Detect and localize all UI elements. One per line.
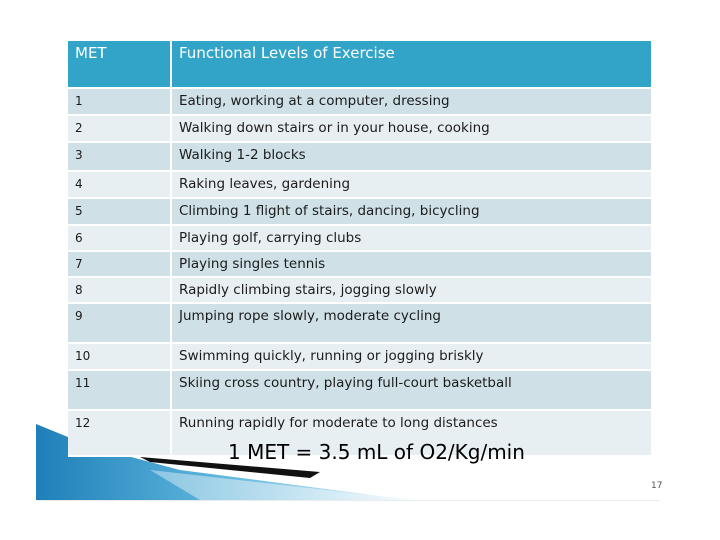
column-header-activity: Functional Levels of Exercise bbox=[171, 41, 651, 88]
table-row bbox=[68, 251, 651, 277]
activity-text: Swimming quickly, running or jogging briskly bbox=[171, 343, 651, 370]
met-table bbox=[68, 41, 651, 457]
table-row bbox=[68, 171, 651, 198]
met-value: 4 bbox=[68, 171, 171, 198]
met-value: 9 bbox=[68, 303, 171, 343]
activity-text: Jumping rope slowly, moderate cycling bbox=[171, 303, 651, 343]
activity-text: Rapidly climbing stairs, jogging slowly bbox=[171, 277, 651, 303]
met-table-container bbox=[68, 41, 651, 457]
activity-text: Walking down stairs or in your house, cooking bbox=[171, 115, 651, 142]
page-number: 17 bbox=[651, 481, 663, 491]
table-row bbox=[68, 88, 651, 115]
table-row bbox=[68, 142, 651, 171]
table-row bbox=[68, 277, 651, 303]
met-value: 2 bbox=[68, 115, 171, 142]
met-value: 10 bbox=[68, 343, 171, 370]
table-row bbox=[68, 343, 651, 370]
table-row bbox=[68, 370, 651, 410]
met-value: 11 bbox=[68, 370, 171, 410]
met-value: 12 bbox=[68, 410, 171, 456]
table-header-row bbox=[68, 41, 651, 88]
met-value: 3 bbox=[68, 142, 171, 171]
activity-text: Skiing cross country, playing full-court basketball bbox=[171, 370, 651, 410]
table-row bbox=[68, 115, 651, 142]
activity-text: Walking 1-2 blocks bbox=[171, 142, 651, 171]
table-row bbox=[68, 303, 651, 343]
activity-text: Running rapidly for moderate to long distances bbox=[171, 410, 651, 456]
met-value: 1 bbox=[68, 88, 171, 115]
met-value: 6 bbox=[68, 225, 171, 251]
table-row bbox=[68, 198, 651, 225]
met-value: 7 bbox=[68, 251, 171, 277]
met-value: 5 bbox=[68, 198, 171, 225]
activity-text: Playing golf, carrying clubs bbox=[171, 225, 651, 251]
activity-text: Eating, working at a computer, dressing bbox=[171, 88, 651, 115]
activity-text: Climbing 1 flight of stairs, dancing, bicycling bbox=[171, 198, 651, 225]
activity-text: Raking leaves, gardening bbox=[171, 171, 651, 198]
met-value: 8 bbox=[68, 277, 171, 303]
met-definition-note: 1 MET = 3.5 mL of O2/Kg/min bbox=[228, 440, 525, 464]
column-header-met: MET bbox=[68, 41, 171, 88]
table-row bbox=[68, 225, 651, 251]
activity-text: Playing singles tennis bbox=[171, 251, 651, 277]
